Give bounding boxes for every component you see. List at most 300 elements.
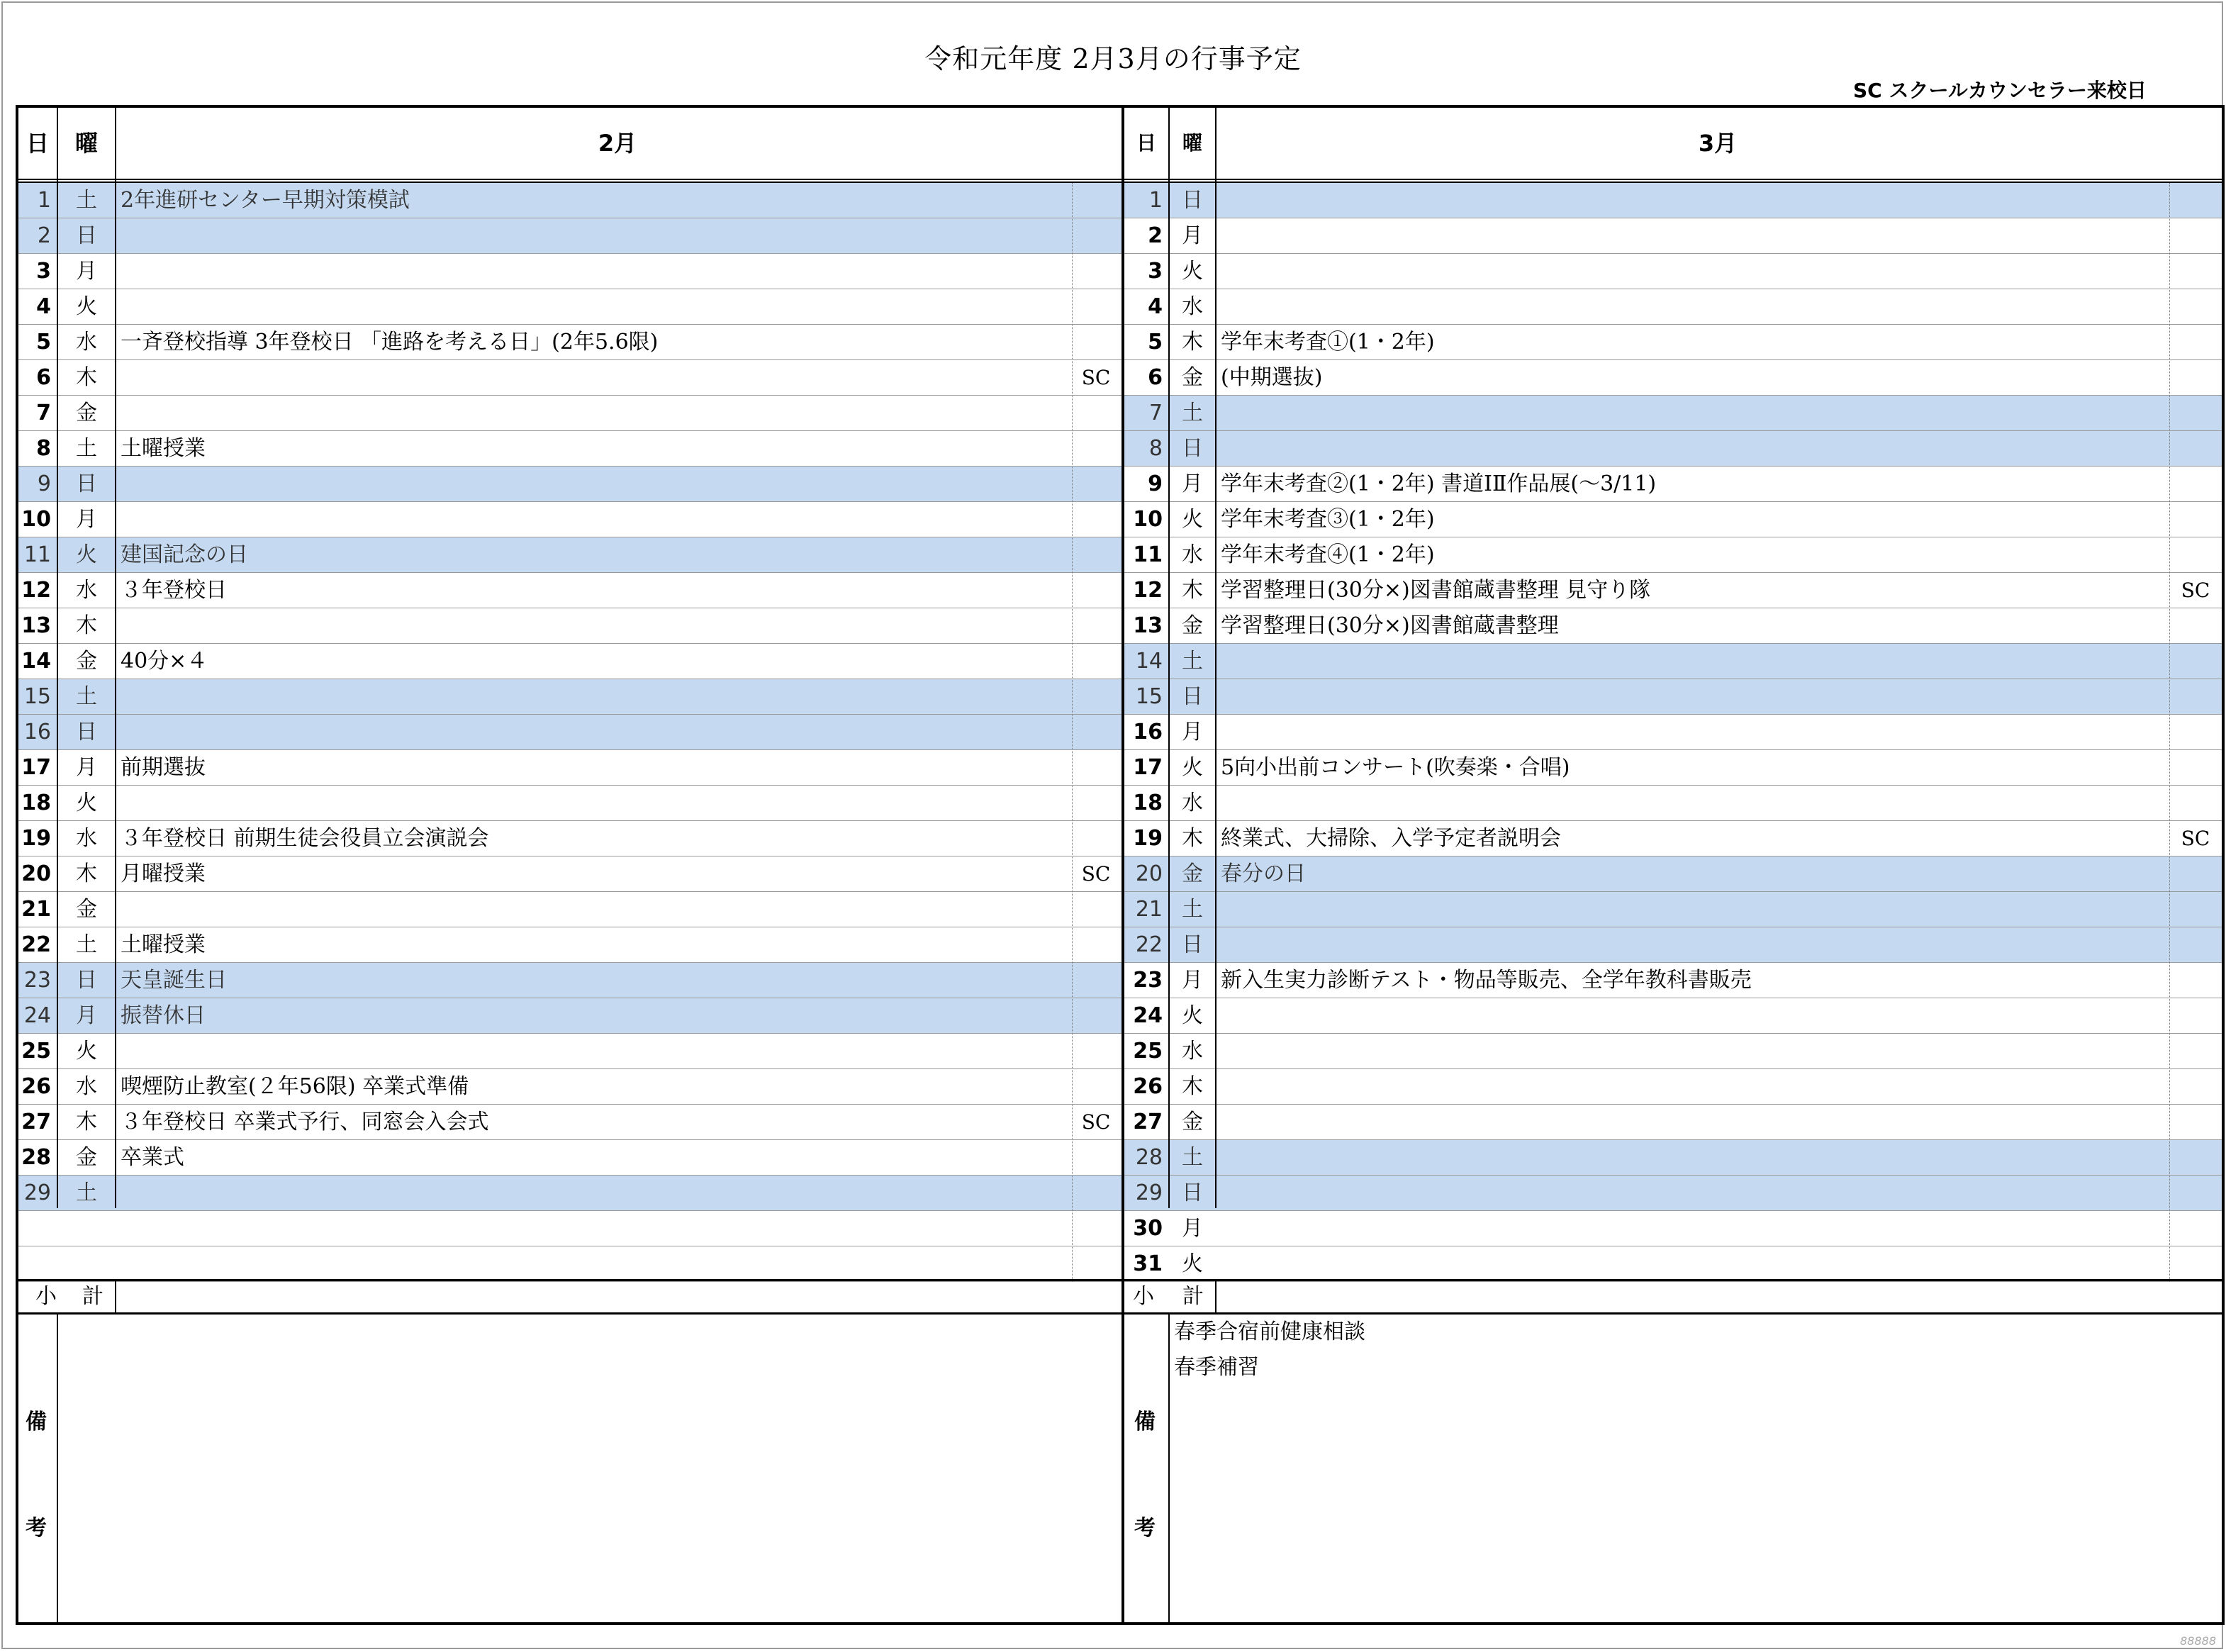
weekday-cell: 木 bbox=[1182, 826, 1203, 851]
event-cell bbox=[116, 608, 1070, 643]
marker-cell: SC bbox=[2181, 827, 2210, 850]
page-title: 令和元年度 2月3月の行事予定 bbox=[924, 43, 1302, 74]
event-cell: (中期選抜) bbox=[1221, 365, 1323, 390]
header-weekday: 曜 bbox=[74, 130, 98, 157]
weekday-cell: 木 bbox=[1182, 578, 1203, 603]
weekday-cell: 金 bbox=[1182, 861, 1203, 886]
marker-cell bbox=[1073, 608, 1119, 643]
marker-cell bbox=[2171, 1211, 2220, 1246]
february-header bbox=[18, 108, 1122, 183]
event-cell: 学年末考査③(1・2年) bbox=[1221, 507, 1435, 532]
footer-mark: 88888 bbox=[2180, 1634, 2216, 1648]
weekday-cell: 金 bbox=[1182, 613, 1203, 638]
day-cell: 22 bbox=[21, 932, 51, 957]
day-cell: 16 bbox=[1133, 720, 1163, 744]
event-cell bbox=[116, 679, 1070, 714]
event-cell bbox=[1217, 927, 2168, 962]
weekday-cell: 日 bbox=[1182, 932, 1203, 957]
marker-cell bbox=[1073, 254, 1119, 289]
event-cell bbox=[1217, 679, 2168, 714]
feb-row bbox=[18, 183, 1122, 218]
weekday-cell: 日 bbox=[1182, 684, 1203, 709]
event-cell: 天皇誕生日 bbox=[121, 968, 227, 993]
weekday-cell: 土 bbox=[76, 1181, 97, 1205]
event-cell bbox=[116, 786, 1070, 820]
weekday-cell: 月 bbox=[76, 1003, 97, 1028]
feb-row bbox=[18, 892, 1122, 927]
day-cell: 14 bbox=[1135, 649, 1163, 674]
marker-cell bbox=[2171, 502, 2220, 537]
marker-cell bbox=[2171, 679, 2220, 714]
event-cell bbox=[1217, 1211, 2168, 1246]
event-cell: 卒業式 bbox=[121, 1145, 184, 1170]
day-cell: 6 bbox=[36, 365, 51, 390]
event-cell bbox=[116, 892, 1070, 927]
header-day: 日 bbox=[26, 130, 49, 157]
feb-row bbox=[18, 1176, 1122, 1211]
event-cell: 喫煙防止教室(２年56限) 卒業式準備 bbox=[121, 1074, 469, 1099]
day-cell: 18 bbox=[1133, 791, 1163, 815]
feb-row bbox=[18, 715, 1122, 750]
weekday-cell: 水 bbox=[76, 826, 97, 851]
marker-cell bbox=[2171, 856, 2220, 891]
weekday-cell: 土 bbox=[1182, 1145, 1203, 1170]
day-cell: 20 bbox=[1135, 861, 1163, 886]
mar-row bbox=[1124, 856, 2222, 892]
weekday-cell: 土 bbox=[1182, 897, 1203, 922]
header-month-feb: 2月 bbox=[598, 130, 637, 157]
day-cell: 11 bbox=[1133, 542, 1163, 567]
marker-cell bbox=[2171, 431, 2220, 466]
marker-cell bbox=[1073, 183, 1119, 218]
weekday-cell: 木 bbox=[1182, 1074, 1203, 1099]
weekday-cell: 日 bbox=[1182, 188, 1203, 213]
marker-cell bbox=[1073, 1211, 1119, 1246]
day-cell: 29 bbox=[1135, 1181, 1163, 1205]
weekday-cell: 木 bbox=[1182, 330, 1203, 355]
marker-cell bbox=[1073, 467, 1119, 501]
day-cell: 27 bbox=[1133, 1110, 1163, 1134]
february-subtotal: 小 計 bbox=[18, 1279, 1122, 1315]
mar-row bbox=[1124, 679, 2222, 715]
day-cell: 20 bbox=[21, 861, 51, 886]
day-cell: 25 bbox=[1133, 1039, 1163, 1064]
event-cell: 学習整理日(30分×)図書館蔵書整理 bbox=[1221, 613, 1559, 638]
mar-row bbox=[1124, 1034, 2222, 1069]
mar-row bbox=[1124, 1211, 2222, 1246]
marker-cell bbox=[1073, 1069, 1119, 1104]
marker-cell: SC bbox=[2181, 579, 2210, 602]
feb-row bbox=[18, 608, 1122, 644]
day-cell: 22 bbox=[1135, 932, 1163, 957]
event-cell: 春分の日 bbox=[1221, 861, 1306, 886]
weekday-cell: 火 bbox=[1182, 259, 1203, 284]
marker-cell bbox=[1073, 537, 1119, 572]
weekday-cell: 月 bbox=[1182, 471, 1203, 496]
weekday-cell: 日 bbox=[1182, 436, 1203, 461]
event-cell: 学年末考査④(1・2年) bbox=[1221, 542, 1435, 567]
sc-legend: SC スクールカウンセラー来校日 bbox=[1853, 79, 2147, 102]
mar-row bbox=[1124, 325, 2222, 360]
day-cell: 30 bbox=[1133, 1216, 1163, 1241]
feb-row bbox=[18, 644, 1122, 679]
march-rows bbox=[1124, 183, 2222, 1282]
event-cell bbox=[1217, 715, 2168, 749]
feb-row bbox=[18, 786, 1122, 821]
day-cell: 8 bbox=[1148, 436, 1163, 461]
event-cell bbox=[1217, 431, 2168, 466]
weekday-cell: 月 bbox=[1182, 720, 1203, 744]
weekday-cell: 日 bbox=[76, 720, 97, 744]
event-cell bbox=[1217, 289, 2168, 324]
marker-cell bbox=[1073, 325, 1119, 359]
event-cell bbox=[1217, 183, 2168, 218]
event-cell bbox=[1217, 1105, 2168, 1139]
mar-row bbox=[1124, 608, 2222, 644]
day-cell: 18 bbox=[21, 791, 51, 815]
march-notes: 備 考 春季合宿前健康相談 春季補習 bbox=[1124, 1315, 2222, 1622]
day-cell: 1 bbox=[1148, 188, 1163, 213]
day-cell: 10 bbox=[1133, 507, 1163, 532]
day-cell: 11 bbox=[23, 542, 51, 567]
day-cell: 19 bbox=[21, 826, 51, 851]
march-header bbox=[1124, 108, 2222, 183]
marker-cell bbox=[1073, 927, 1119, 962]
day-cell: 8 bbox=[36, 436, 51, 461]
feb-row bbox=[18, 360, 1122, 396]
event-cell: 2年進研センター早期対策模試 bbox=[121, 188, 410, 213]
header-month-mar: 3月 bbox=[1698, 130, 1738, 157]
marker-cell bbox=[2171, 644, 2220, 679]
feb-row bbox=[18, 750, 1122, 786]
marker-cell bbox=[1073, 573, 1119, 608]
event-cell bbox=[116, 289, 1070, 324]
weekday-cell: 金 bbox=[76, 401, 97, 425]
mar-row bbox=[1124, 183, 2222, 218]
event-cell: 前期選抜 bbox=[121, 755, 206, 780]
event-cell bbox=[116, 1176, 1070, 1210]
day-cell: 2 bbox=[1148, 223, 1163, 248]
marker-cell bbox=[1073, 289, 1119, 324]
weekday-cell: 金 bbox=[1182, 365, 1203, 390]
weekday-cell: 火 bbox=[1182, 507, 1203, 532]
event-cell: 学年末考査②(1・2年) 書道ⅠⅡ作品展(～3/11) bbox=[1221, 471, 1657, 496]
mar-row bbox=[1124, 396, 2222, 431]
march-subtotal: 小 計 bbox=[1124, 1279, 2222, 1315]
feb-row bbox=[18, 856, 1122, 892]
event-cell bbox=[1217, 1176, 2168, 1210]
weekday-cell: 金 bbox=[76, 1145, 97, 1170]
marker-cell bbox=[2171, 786, 2220, 820]
feb-row bbox=[18, 1105, 1122, 1140]
day-cell: 1 bbox=[37, 188, 51, 213]
event-cell: ３年登校日 前期生徒会役員立会演説会 bbox=[121, 826, 489, 851]
marker-cell bbox=[1073, 431, 1119, 466]
day-cell: 12 bbox=[1133, 578, 1163, 603]
mar-row bbox=[1124, 218, 2222, 254]
weekday-cell: 火 bbox=[76, 542, 97, 567]
marker-cell bbox=[1073, 892, 1119, 927]
marker-cell bbox=[2171, 218, 2220, 253]
weekday-cell: 土 bbox=[76, 684, 97, 709]
day-cell: 26 bbox=[1133, 1074, 1163, 1099]
feb-row bbox=[18, 1246, 1122, 1282]
day-cell: 24 bbox=[1133, 1003, 1163, 1028]
weekday-cell: 火 bbox=[76, 1039, 97, 1064]
weekday-cell: 水 bbox=[1182, 1039, 1203, 1064]
feb-row bbox=[18, 537, 1122, 573]
mar-row bbox=[1124, 502, 2222, 537]
mar-row bbox=[1124, 963, 2222, 998]
feb-row bbox=[18, 1069, 1122, 1105]
day-cell: 9 bbox=[37, 471, 51, 496]
day-cell: 23 bbox=[1133, 968, 1163, 993]
marker-cell bbox=[2171, 183, 2220, 218]
weekday-cell: 木 bbox=[76, 1110, 97, 1134]
marker-cell bbox=[1073, 218, 1119, 253]
marker-cell bbox=[1073, 1176, 1119, 1210]
feb-row bbox=[18, 467, 1122, 502]
event-cell: 5向小出前コンサート(吹奏楽・合唱) bbox=[1221, 755, 1570, 780]
event-cell: 振替休日 bbox=[121, 1003, 206, 1028]
day-cell: 15 bbox=[23, 684, 51, 709]
day-cell: 14 bbox=[21, 649, 51, 674]
weekday-cell: 水 bbox=[76, 330, 97, 355]
weekday-cell: 日 bbox=[76, 471, 97, 496]
feb-row bbox=[18, 927, 1122, 963]
mar-row bbox=[1124, 1140, 2222, 1176]
marker-cell bbox=[2171, 927, 2220, 962]
weekday-cell: 水 bbox=[1182, 294, 1203, 319]
event-cell bbox=[1217, 786, 2168, 820]
schedule-sheet bbox=[16, 105, 2225, 1625]
event-cell bbox=[116, 396, 1070, 430]
marker-cell bbox=[1073, 998, 1119, 1033]
feb-row bbox=[18, 1140, 1122, 1176]
weekday-cell: 火 bbox=[76, 791, 97, 815]
weekday-cell: 金 bbox=[76, 897, 97, 922]
day-cell: 10 bbox=[21, 507, 51, 532]
mar-row bbox=[1124, 750, 2222, 786]
event-cell bbox=[1217, 1069, 2168, 1104]
marker-cell bbox=[1073, 644, 1119, 679]
marker-cell bbox=[2171, 289, 2220, 324]
march-note-2: 春季補習 bbox=[1174, 1355, 1259, 1380]
weekday-cell: 月 bbox=[1182, 223, 1203, 248]
weekday-cell: 月 bbox=[76, 755, 97, 780]
day-cell: 26 bbox=[21, 1074, 51, 1099]
weekday-cell: 月 bbox=[1182, 968, 1203, 993]
weekday-cell: 土 bbox=[1182, 401, 1203, 425]
marker-cell bbox=[2171, 1140, 2220, 1175]
feb-row bbox=[18, 325, 1122, 360]
day-cell: 4 bbox=[1148, 294, 1163, 319]
day-cell: 9 bbox=[1148, 471, 1163, 496]
event-cell bbox=[116, 1034, 1070, 1068]
event-cell: 学年末考査①(1・2年) bbox=[1221, 330, 1435, 355]
marker-cell bbox=[2171, 396, 2220, 430]
weekday-cell: 日 bbox=[76, 968, 97, 993]
weekday-cell bbox=[58, 1211, 115, 1246]
day-cell: 25 bbox=[21, 1039, 51, 1064]
weekday-cell: 火 bbox=[1182, 1003, 1203, 1028]
weekday-cell: 日 bbox=[76, 223, 97, 248]
feb-row bbox=[18, 1211, 1122, 1246]
event-cell: 新入生実力診断テスト・物品等販売、全学年教科書販売 bbox=[1221, 968, 1752, 993]
event-cell bbox=[1217, 254, 2168, 289]
event-cell bbox=[116, 218, 1070, 253]
marker-cell bbox=[1073, 1140, 1119, 1175]
day-cell: 6 bbox=[1148, 365, 1163, 390]
mar-row bbox=[1124, 1105, 2222, 1140]
weekday-cell: 水 bbox=[76, 578, 97, 603]
weekday-cell: 月 bbox=[76, 507, 97, 532]
mar-row bbox=[1124, 821, 2222, 856]
day-cell bbox=[18, 1246, 51, 1281]
day-cell: 7 bbox=[1148, 401, 1163, 425]
marker-cell bbox=[2171, 537, 2220, 572]
event-cell bbox=[1217, 892, 2168, 927]
event-cell: ３年登校日 卒業式予行、同窓会入会式 bbox=[121, 1110, 489, 1134]
feb-row bbox=[18, 218, 1122, 254]
feb-row bbox=[18, 289, 1122, 325]
weekday-cell: 金 bbox=[1182, 1110, 1203, 1134]
event-cell bbox=[1217, 1246, 2168, 1281]
day-cell: 21 bbox=[1135, 897, 1163, 922]
marker-cell bbox=[1073, 821, 1119, 856]
event-cell: ３年登校日 bbox=[121, 578, 227, 603]
marker-cell bbox=[2171, 750, 2220, 785]
event-cell bbox=[116, 502, 1070, 537]
mar-row bbox=[1124, 537, 2222, 573]
marker-cell: SC bbox=[1081, 366, 1111, 389]
mar-row bbox=[1124, 892, 2222, 927]
feb-row bbox=[18, 821, 1122, 856]
mar-row bbox=[1124, 927, 2222, 963]
weekday-cell: 木 bbox=[76, 861, 97, 886]
event-cell: 終業式、大掃除、入学予定者説明会 bbox=[1221, 826, 1561, 851]
event-cell: 一斉登校指導 3年登校日 「進路を考える日」(2年5.6限) bbox=[121, 330, 659, 355]
day-cell bbox=[18, 1211, 51, 1246]
feb-row bbox=[18, 679, 1122, 715]
mar-row bbox=[1124, 644, 2222, 679]
mar-row bbox=[1124, 467, 2222, 502]
feb-row bbox=[18, 963, 1122, 998]
event-cell bbox=[1217, 998, 2168, 1033]
marker-cell bbox=[2171, 963, 2220, 998]
mar-row bbox=[1124, 1176, 2222, 1211]
mar-row bbox=[1124, 786, 2222, 821]
event-cell bbox=[1217, 1034, 2168, 1068]
day-cell: 17 bbox=[21, 755, 51, 780]
mar-row bbox=[1124, 1069, 2222, 1105]
weekday-cell: 日 bbox=[1182, 1181, 1203, 1205]
day-cell: 23 bbox=[23, 968, 51, 993]
weekday-cell: 土 bbox=[76, 436, 97, 461]
february-rows bbox=[18, 183, 1122, 1282]
event-cell bbox=[116, 360, 1070, 395]
feb-row bbox=[18, 396, 1122, 431]
header-day-mar: 日 bbox=[1136, 131, 1156, 155]
event-cell: 建国記念の日 bbox=[121, 542, 248, 567]
mar-row bbox=[1124, 715, 2222, 750]
event-cell bbox=[116, 254, 1070, 289]
event-cell: 土曜授業 bbox=[121, 932, 206, 957]
weekday-cell: 水 bbox=[1182, 791, 1203, 815]
mar-row bbox=[1124, 573, 2222, 608]
marker-cell: SC bbox=[1081, 1110, 1111, 1134]
event-cell bbox=[1217, 1140, 2168, 1175]
marker-cell bbox=[1073, 679, 1119, 714]
marker-cell bbox=[1073, 786, 1119, 820]
day-cell: 13 bbox=[21, 613, 51, 638]
day-cell: 17 bbox=[1133, 755, 1163, 780]
day-cell: 3 bbox=[36, 259, 51, 284]
event-cell bbox=[116, 1246, 1070, 1281]
day-cell: 13 bbox=[1133, 613, 1163, 638]
day-cell: 24 bbox=[23, 1003, 51, 1028]
day-cell: 2 bbox=[37, 223, 51, 248]
event-cell: 40分×４ bbox=[121, 649, 208, 674]
event-cell bbox=[116, 1211, 1070, 1246]
weekday-cell: 火 bbox=[1182, 755, 1203, 780]
day-cell: 5 bbox=[1148, 330, 1163, 355]
marker-cell bbox=[1073, 963, 1119, 998]
mar-row bbox=[1124, 1246, 2222, 1282]
march-column bbox=[1124, 108, 2222, 1622]
marker-cell bbox=[1073, 715, 1119, 749]
day-cell: 3 bbox=[1148, 259, 1163, 284]
marker-cell bbox=[2171, 467, 2220, 501]
february-notes: 備 考 bbox=[18, 1315, 1122, 1622]
weekday-cell: 土 bbox=[76, 188, 97, 213]
marker-cell bbox=[2171, 1034, 2220, 1068]
feb-row bbox=[18, 254, 1122, 289]
weekday-cell: 土 bbox=[1182, 649, 1203, 674]
day-cell: 15 bbox=[1135, 684, 1163, 709]
march-note-1: 春季合宿前健康相談 bbox=[1174, 1319, 1365, 1344]
marker-cell bbox=[1073, 396, 1119, 430]
mar-row bbox=[1124, 254, 2222, 289]
event-cell bbox=[1217, 396, 2168, 430]
marker-cell bbox=[1073, 502, 1119, 537]
day-cell: 31 bbox=[1133, 1251, 1163, 1276]
day-cell: 4 bbox=[36, 294, 51, 319]
marker-cell: SC bbox=[1081, 862, 1111, 886]
day-cell: 16 bbox=[23, 720, 51, 744]
feb-row bbox=[18, 431, 1122, 467]
event-cell bbox=[116, 467, 1070, 501]
weekday-cell: 月 bbox=[1182, 1216, 1203, 1241]
day-cell: 29 bbox=[23, 1181, 51, 1205]
day-cell: 28 bbox=[21, 1145, 51, 1170]
day-cell: 12 bbox=[21, 578, 51, 603]
feb-row bbox=[18, 998, 1122, 1034]
event-cell: 土曜授業 bbox=[121, 436, 206, 461]
weekday-cell: 火 bbox=[76, 294, 97, 319]
marker-cell bbox=[2171, 1069, 2220, 1104]
feb-row bbox=[18, 1034, 1122, 1069]
event-cell: 月曜授業 bbox=[121, 861, 206, 886]
weekday-cell bbox=[58, 1246, 115, 1281]
marker-cell bbox=[1073, 1246, 1119, 1281]
marker-cell bbox=[2171, 1105, 2220, 1139]
february-column bbox=[18, 108, 1124, 1622]
weekday-cell: 月 bbox=[76, 259, 97, 284]
weekday-cell: 水 bbox=[1182, 542, 1203, 567]
marker-cell bbox=[2171, 715, 2220, 749]
mar-row bbox=[1124, 431, 2222, 467]
